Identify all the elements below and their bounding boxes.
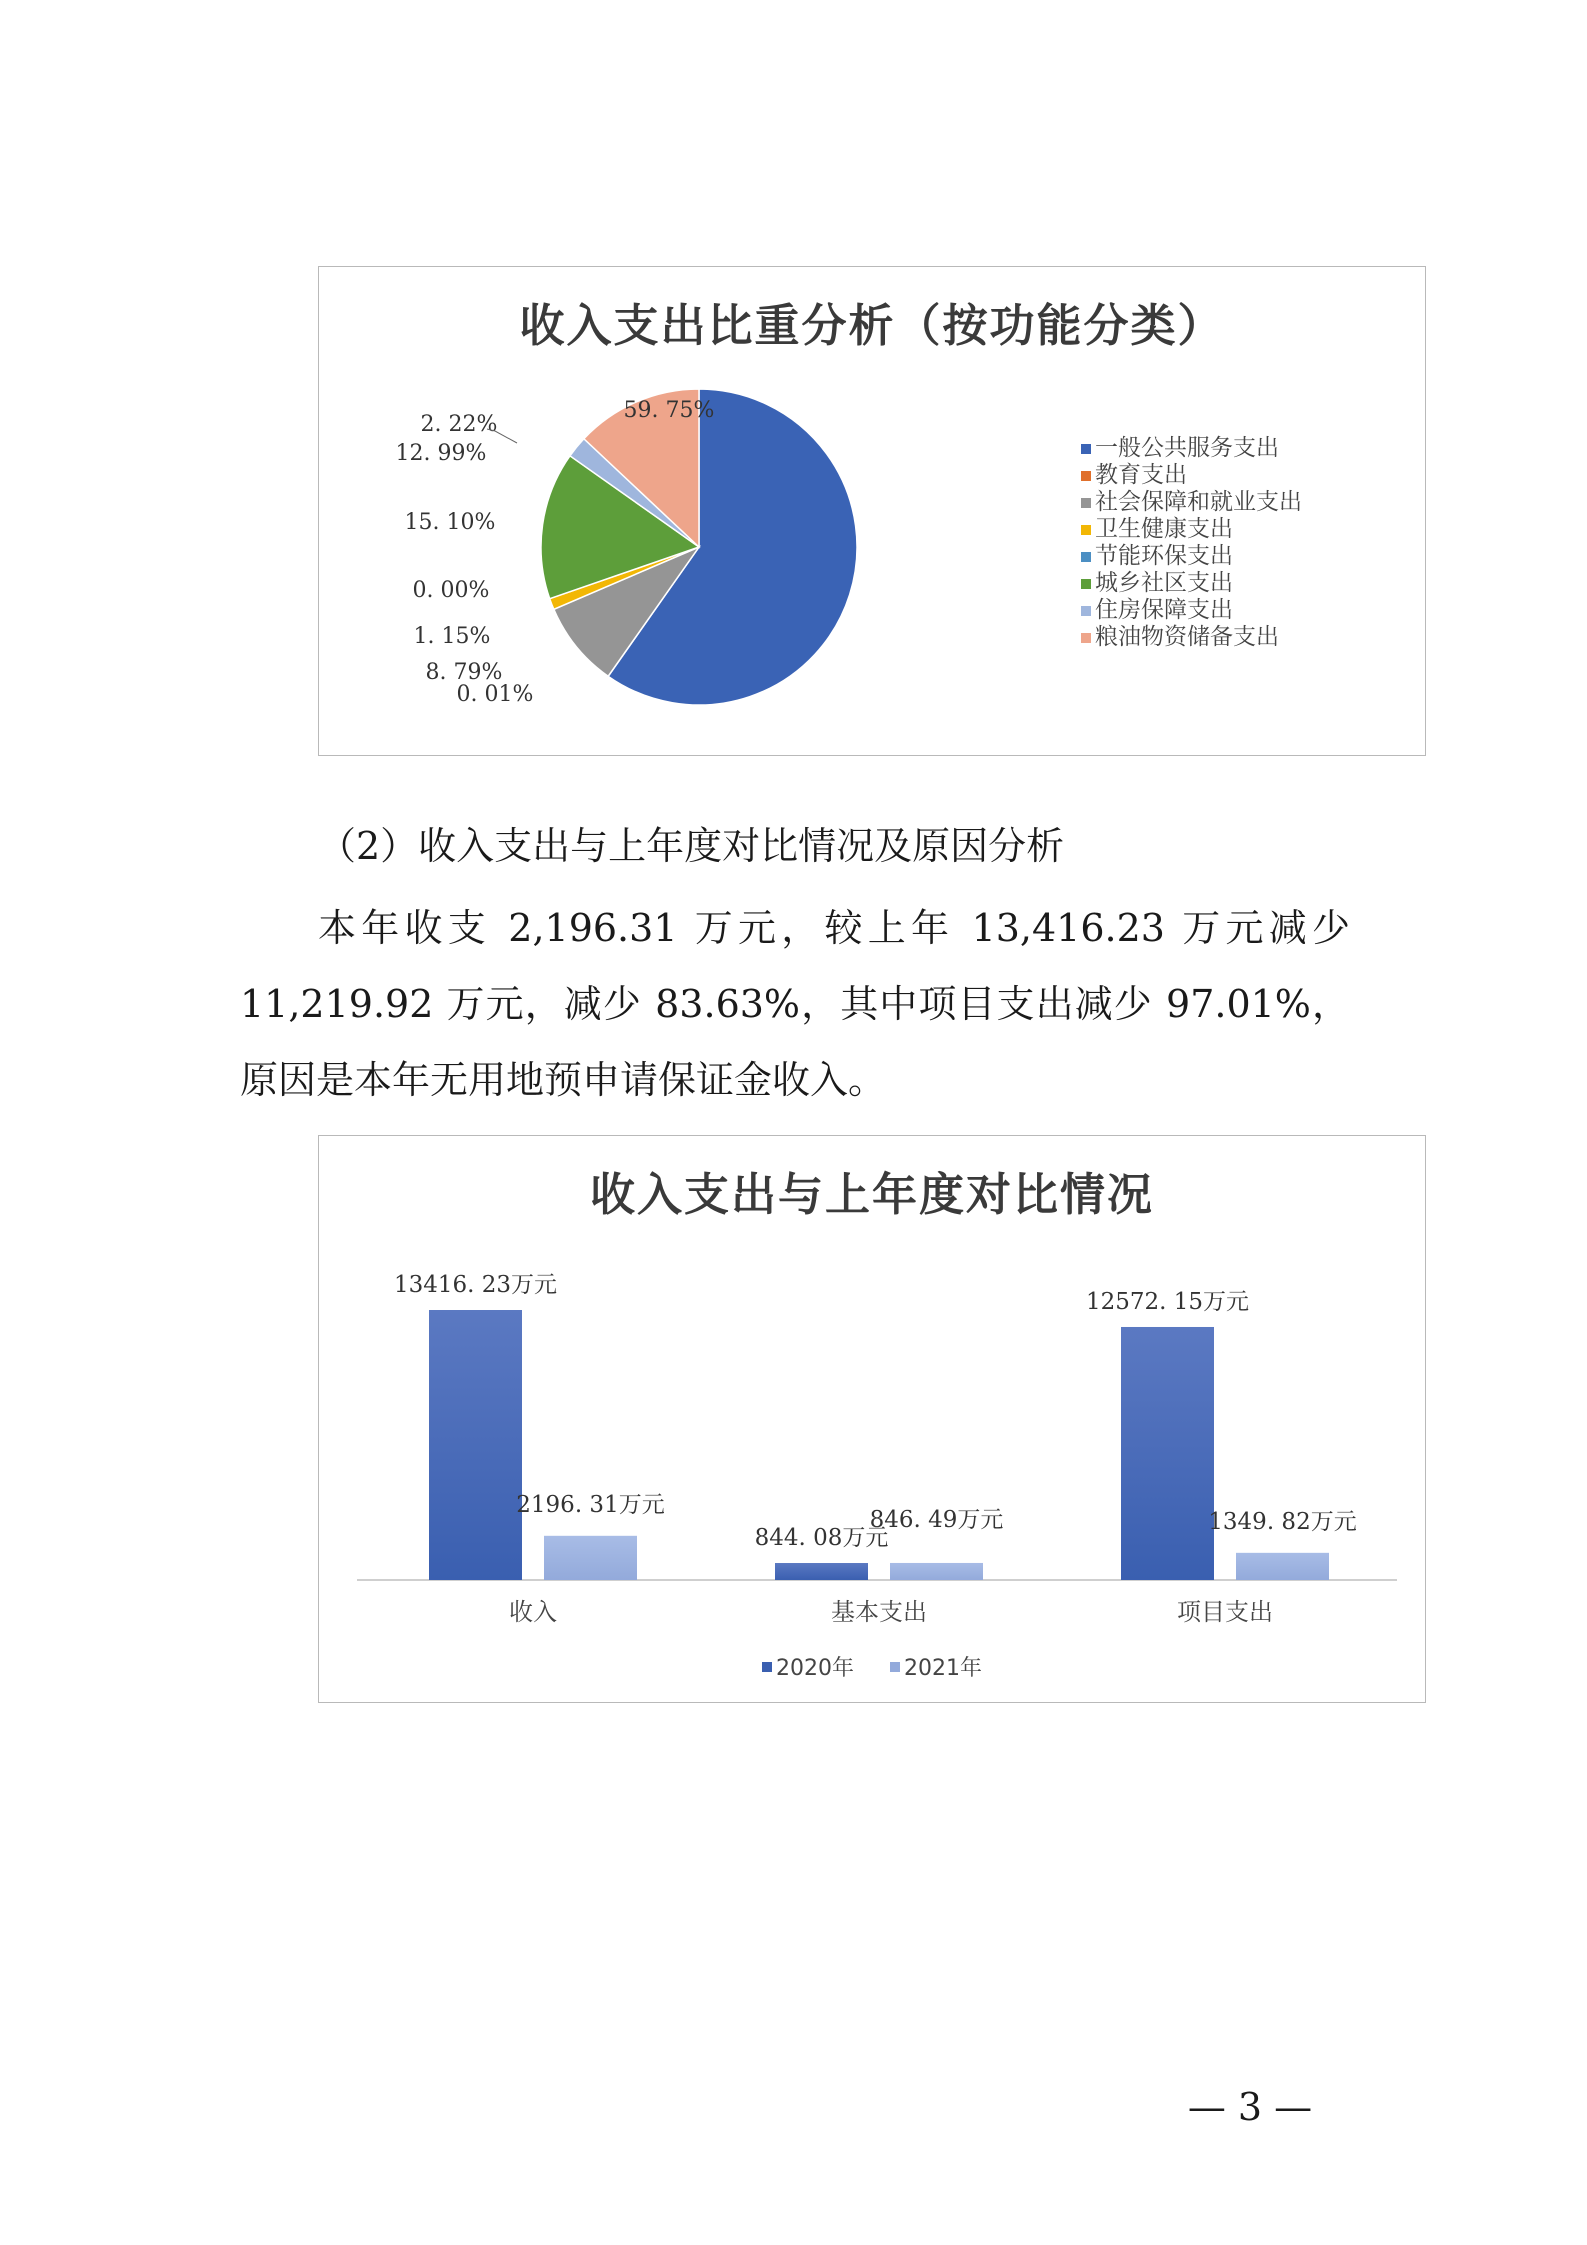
legend-swatch (1081, 633, 1091, 643)
legend-swatch (762, 1662, 772, 1672)
legend-swatch (1081, 498, 1091, 508)
legend-label: 住房保障支出 (1095, 597, 1233, 623)
bar-data-label: 2196. 31万元 (516, 1491, 665, 1518)
legend-item (1081, 462, 1302, 489)
bar-chart (319, 1136, 1424, 1701)
section-heading: （2）收入支出与上年度对比情况及原因分析 (318, 824, 1065, 868)
legend-label: 卫生健康支出 (1095, 516, 1233, 542)
legend-label: 社会保障和就业支出 (1095, 489, 1302, 515)
legend-item (1081, 516, 1302, 543)
legend-item (1081, 489, 1302, 516)
pie-data-label: 2. 22% (420, 412, 498, 437)
pie-data-label: 0. 01% (456, 682, 534, 707)
pie-chart-title: 收入支出比重分析（按功能分类） (519, 299, 1225, 352)
page-number: — 3 — (1187, 2085, 1313, 2129)
bar-legend (319, 1651, 1425, 1682)
legend-label: 2021年 (904, 1656, 982, 1681)
legend-swatch (1081, 444, 1091, 454)
legend-item (1081, 624, 1302, 651)
bar-data-label: 844. 08万元 (754, 1525, 889, 1552)
bar-data-label: 846. 49万元 (869, 1506, 1004, 1533)
legend-label: 粮油物资储备支出 (1095, 624, 1279, 650)
bar (890, 1563, 983, 1580)
legend-swatch (1081, 606, 1091, 616)
pie-data-label: 8. 79% (425, 660, 503, 685)
legend-item (1081, 597, 1302, 624)
bar (775, 1563, 868, 1580)
legend-swatch (1081, 552, 1091, 562)
bar-chart-title: 收入支出与上年度对比情况 (589, 1168, 1154, 1221)
pie-legend (1081, 435, 1302, 651)
legend-swatch (1081, 525, 1091, 535)
legend-label: 节能环保支出 (1095, 543, 1233, 569)
category-label: 基本支出 (831, 1598, 927, 1626)
legend-item (1081, 543, 1302, 570)
bar (544, 1536, 637, 1580)
legend-label: 教育支出 (1095, 462, 1187, 488)
bar-data-label: 1349. 82万元 (1208, 1508, 1357, 1535)
bar (1236, 1553, 1329, 1580)
pie-data-label: 0. 00% (412, 578, 490, 603)
legend-item (890, 1651, 982, 1682)
legend-label: 2020年 (776, 1656, 854, 1681)
section-body: 本年收支 2,196.31 万元，较上年 13,416.23 万元减少 11,219.92 万元，减少 83.63%，其中项目支出减少 97.01%，原因是本年无用地预申请保证金收入。 (240, 906, 1350, 1102)
legend-item (762, 1651, 854, 1682)
pie-data-label: 1. 15% (413, 624, 491, 649)
bar-data-label: 13416. 23万元 (393, 1272, 558, 1298)
category-label: 收入 (509, 1598, 557, 1626)
legend-swatch (890, 1662, 900, 1672)
pie-data-label: 15. 10% (404, 510, 496, 535)
bar-data-label: 12572. 15万元 (1085, 1288, 1250, 1315)
pie-data-label: 12. 99% (395, 441, 487, 466)
legend-swatch (1081, 579, 1091, 589)
legend-label: 一般公共服务支出 (1095, 435, 1279, 461)
legend-item (1081, 570, 1302, 597)
bar (1121, 1327, 1214, 1580)
bar (429, 1310, 522, 1580)
bar-chart-frame (318, 1135, 1426, 1703)
legend-label: 城乡社区支出 (1095, 570, 1233, 596)
pie-data-label: 59. 75% (623, 398, 715, 423)
legend-swatch (1081, 471, 1091, 481)
category-label: 项目支出 (1177, 1598, 1273, 1626)
legend-item (1081, 435, 1302, 462)
pie-chart-frame (318, 266, 1426, 756)
